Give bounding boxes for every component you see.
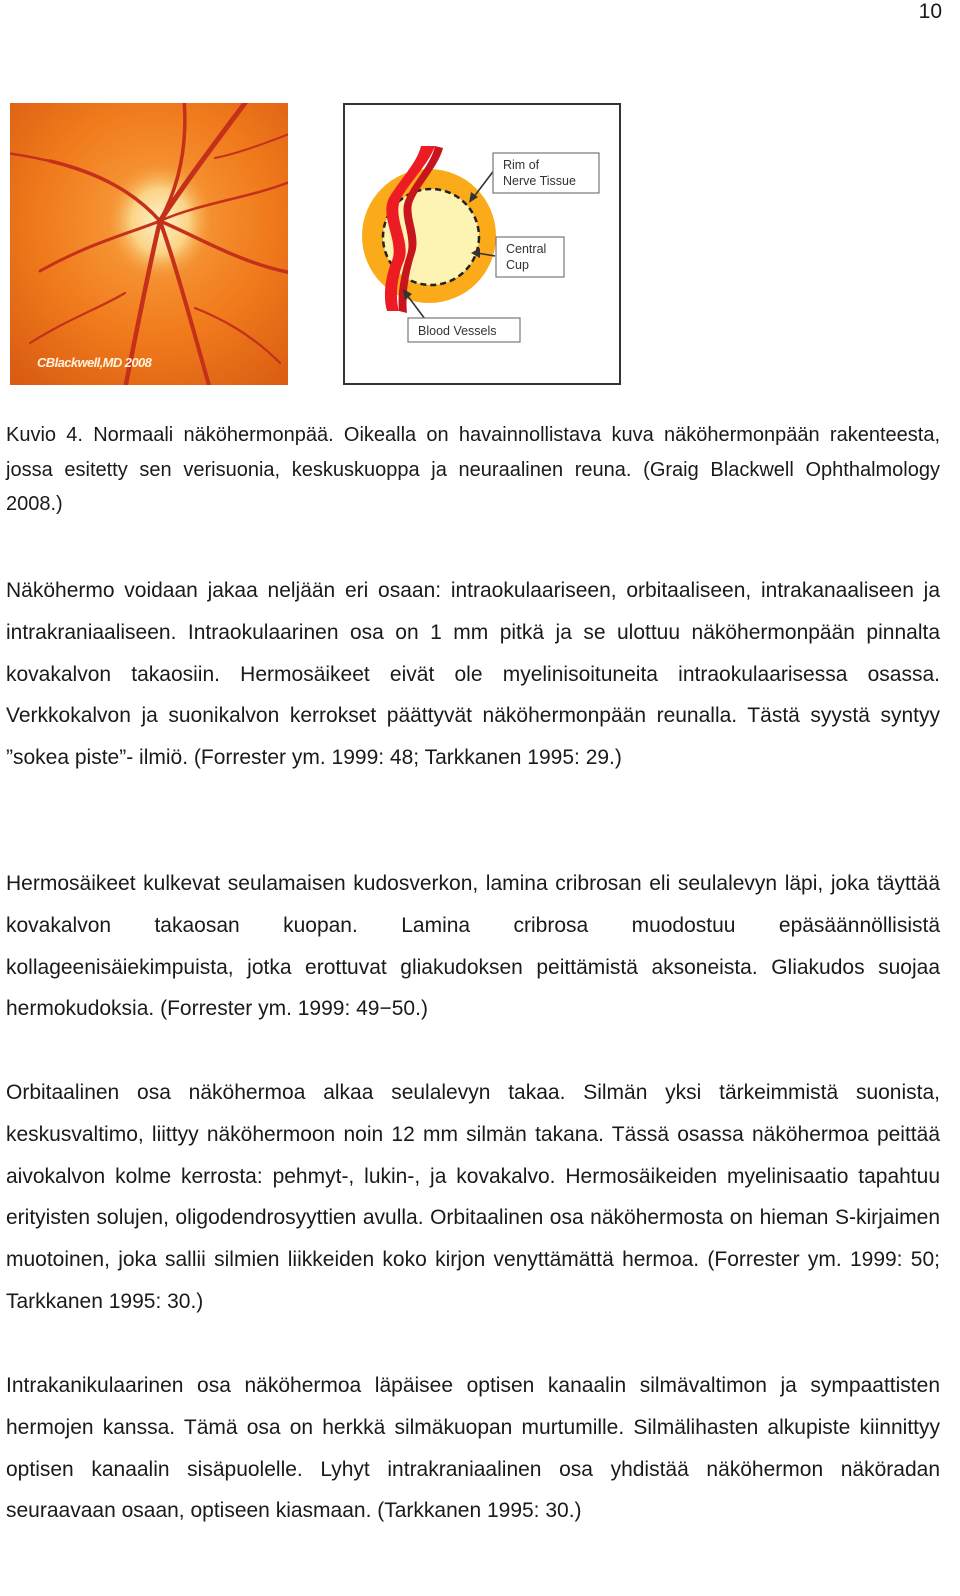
body-paragraph: Orbitaalinen osa näköhermoa alkaa seulalevyn takaa. Silmän yksi tärkeimmistä suonista, keskusvaltimo, liittyy näköhermoon noin 12 mm silmän takana. Tässä osassa näköhermoa peittää aivokalvon kolme kerrosta: pehmyt-, lukin-, ja kovakalvo. Hermosäikeiden myelinisaatio tapahtuu erityisten solujen, oligodendrosyyttien avulla. Orbitaalinen osa näköhermosta on hieman S-kirjaimen muotoinen, joka sallii silmien liikkeiden koko kirjon venyttämättä hermoa. (Forrester ym. 1999: 50; Tarkkanen 1995: 30.) bbox=[6, 1081, 940, 1313]
fundus-photo bbox=[10, 103, 288, 385]
vessels-label: Blood Vessels bbox=[418, 324, 497, 338]
body-paragraph: Intrakanikulaarinen osa näköhermoa läpäisee optisen kanaalin silmävaltimon ja sympaattisten hermojen kanssa. Tämä osa on herkkä silmäkuopan murtumille. Silmälihasten alkupiste kiinnittyy optisen kanaalin sisäpuolelle. Lyhyt intrakraniaalinen osa yhdistää näköhermon näköradan seuraavaan osaan, optiseen kiasmaan. (Tarkkanen 1995: 30.) bbox=[6, 1374, 940, 1523]
rim-label-line-1: Rim of bbox=[503, 158, 540, 172]
page-number: 10 bbox=[918, 0, 942, 23]
cup-label-line-2: Cup bbox=[506, 258, 529, 272]
optic-disc-diagram-image bbox=[343, 103, 621, 385]
rim-label-line-2: Nerve Tissue bbox=[503, 174, 576, 188]
cup-label-line-1: Central bbox=[506, 242, 547, 256]
fundus-photo-image bbox=[10, 103, 288, 385]
optic-disc-diagram bbox=[343, 103, 621, 385]
figure-caption: Kuvio 4. Normaali näköhermonpää. Oikealla on havainnollistava kuva näköhermonpään rakenteesta, jossa esitetty sen verisuonia, keskuskuoppa ja neuraalinen reuna. (Graig Blackwell Ophthalmology 2008.) bbox=[6, 424, 940, 515]
photo-watermark: CBlackwell,MD 2008 bbox=[37, 355, 152, 370]
body-paragraph: Hermosäikeet kulkevat seulamaisen kudosverkon, lamina cribrosan eli seulalevyn läpi, joka täyttää kovakalvon takaosan kuopan. Lamina cribrosa muodostuu epäsäännöllisistä kollageenisäiekimpuista, jotka erottuvat gliakudoksen peittämistä aksoneista. Gliakudos suojaa hermokudoksia. (Forrester ym. 1999: 49−50.) bbox=[6, 872, 940, 1021]
body-paragraph: Näköhermo voidaan jakaa neljään eri osaan: intraokulaariseen, orbitaaliseen, intrakanaaliseen ja intrakraniaaliseen. Intraokulaarinen osa on 1 mm pitkä ja se ulottuu näköhermonpään pinnalta kovakalvon takaosiin. Hermosäikeet eivät ole myelinisoituneita intraokulaarisessa osassa. Verkkokalvon ja suonikalvon kerrokset päättyvät näköhermonpään reunalla. Tästä syystä syntyy ”sokea piste”- ilmiö. (Forrester ym. 1999: 48; Tarkkanen 1995: 29.) bbox=[6, 579, 940, 770]
